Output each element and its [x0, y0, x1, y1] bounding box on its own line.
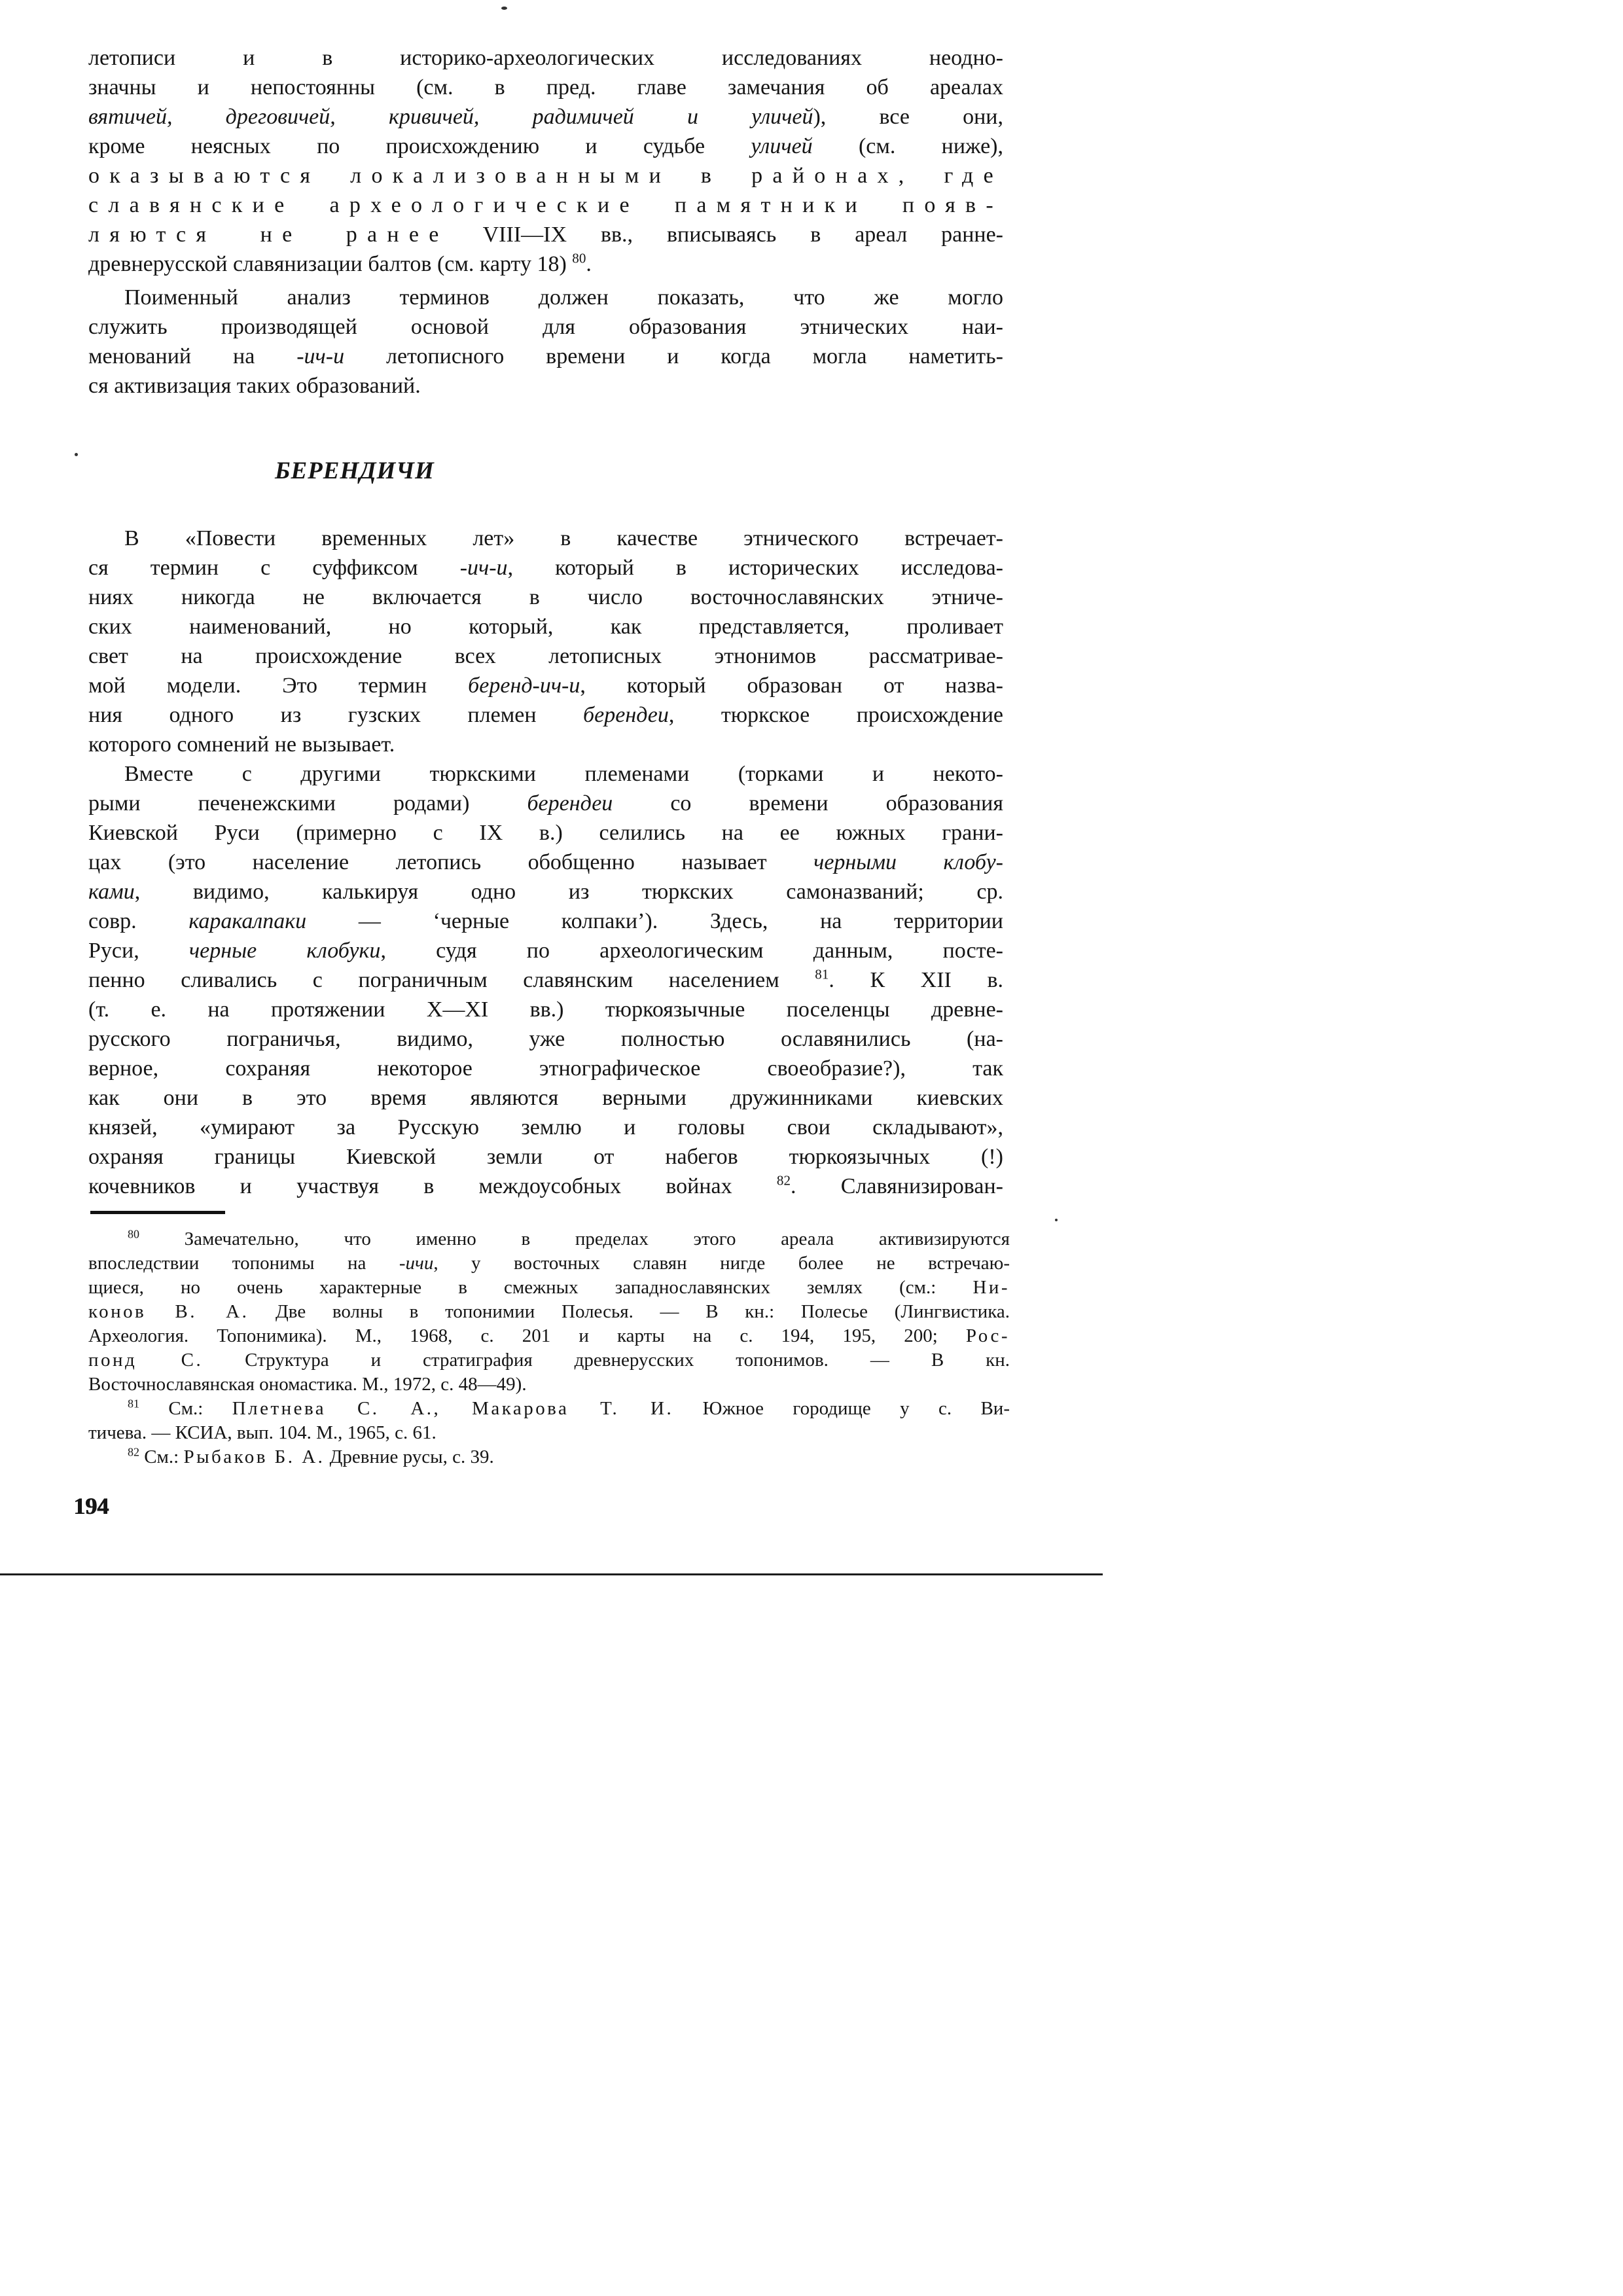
section-heading: БЕРЕНДИЧИ [275, 457, 435, 484]
text-line [88, 848, 1003, 877]
footnote-reference: 80 [128, 1227, 139, 1241]
text-segment: свет на происхождение всех летописных этнонимов рассматривае- [88, 644, 1003, 668]
text-line [88, 671, 1003, 700]
text-segment: совр. [88, 909, 189, 933]
footnote-reference: 82 [776, 1172, 791, 1189]
scan-speck [75, 453, 78, 456]
text-line [88, 249, 1003, 279]
text-segment: Киевской Руси (примерно с IX в.) селились на ее южных грани- [88, 821, 1003, 845]
text-segment: щиеся, но очень характерные в смежных западнославянских землях (см.: [88, 1277, 973, 1298]
text-segment: берендеи [583, 703, 669, 727]
text-segment: Структура и стратиграфия древнерусских топонимов. — В кн. [203, 1350, 1010, 1371]
paragraph [88, 1227, 1010, 1397]
text-segment: -ич-и [459, 556, 508, 580]
text-line [88, 583, 1003, 612]
text-segment: , у восточных славян нигде более не встречаю- [433, 1253, 1010, 1274]
text-segment: со времени образования [613, 791, 1003, 816]
text-segment: Вместе с другими тюркскими племенами (торками и некото- [124, 762, 1003, 786]
text-segment: охраняя границы Киевской земли от набегов тюркоязычных (!) [88, 1145, 1003, 1169]
text-segment: (т. е. на протяжении X—XI вв.) тюркоязычные поселенцы древне- [88, 997, 1003, 1022]
text-segment: кочевников и участвуя в междоусобных войнах [88, 1174, 777, 1198]
text-line [88, 132, 1003, 161]
text-line [88, 1083, 1003, 1113]
text-segment: В «Повести временных лет» в качестве этнического встречает- [124, 526, 1003, 550]
text-segment: , который образован от назва- [580, 673, 1004, 698]
text-segment: ками [88, 880, 135, 904]
text-segment: уличей [751, 134, 813, 158]
text-segment: , который в исторических исследова- [507, 556, 1003, 580]
text-segment: — ‘черные колпаки’). Здесь, на территории [306, 909, 1003, 933]
footnote-reference: 82 [128, 1445, 139, 1459]
text-segment: оказываются локализованными в районах, где [88, 164, 1003, 188]
text-line [88, 1445, 1010, 1469]
text-segment: , видимо, калькируя одно из тюркских самоназваний; ср. [134, 880, 1003, 904]
text-segment: вятичей, дреговичей, кривичей, радимичей и уличей [88, 105, 813, 129]
text-line [88, 612, 1003, 641]
scan-speck [1055, 1219, 1058, 1221]
text-line [88, 877, 1003, 906]
text-line [88, 818, 1003, 848]
text-line [88, 1024, 1003, 1054]
text-segment: тичева. — КСИА, вып. 104. М., 1965, с. 61. [88, 1422, 437, 1443]
paragraph [88, 1397, 1010, 1445]
text-line [88, 730, 1003, 759]
text-line [88, 965, 1003, 995]
text-segment: ляются не ранее [88, 223, 449, 247]
text-segment: . К XII в. [829, 968, 1003, 992]
text-segment: кроме неясных по происхождению и судьбе [88, 134, 751, 158]
text-segment: цах (это население летопись обобщенно называет [88, 850, 814, 874]
page-edge-line [0, 1573, 1103, 1575]
text-line [88, 759, 1003, 789]
text-line [88, 1348, 1010, 1372]
text-segment: рыми печенежскими родами) [88, 791, 527, 816]
text-line [88, 161, 1003, 190]
text-segment: ся термин с суффиксом [88, 556, 460, 580]
text-segment: русского пограничья, видимо, уже полностью ославянились (на- [88, 1027, 1003, 1051]
text-line [88, 342, 1003, 371]
footnote-reference: 81 [128, 1397, 139, 1410]
text-line [88, 641, 1003, 671]
footnote-reference: 81 [815, 966, 829, 982]
text-segment: князей, «умирают за Русскую землю и головы свои складывают», [88, 1115, 1003, 1139]
page-number: 194 [73, 1493, 109, 1519]
text-segment: славянские археологические памятники появ- [88, 193, 1003, 217]
text-segment: черные клобуки [188, 939, 381, 963]
text-segment: -ичи [399, 1253, 434, 1274]
text-segment: Две волны в топонимии Полесья. — В кн.: Полесье (Лингвистика. [249, 1301, 1010, 1322]
text-segment: Южное городище у с. Ви- [673, 1398, 1010, 1419]
body-text [88, 43, 1003, 1201]
text-segment: беренд-ич-и [468, 673, 580, 698]
text-line [88, 102, 1003, 132]
text-segment: Плетнева С. А., Макарова Т. И. [232, 1398, 674, 1419]
paragraph [88, 43, 1003, 279]
paragraph [88, 1445, 1010, 1469]
text-segment: черными клобу- [813, 850, 1003, 874]
text-line [88, 995, 1003, 1024]
text-line [88, 1300, 1010, 1324]
footnote-separator [90, 1211, 225, 1214]
text-segment: , судя по археологическим данным, посте- [380, 939, 1003, 963]
text-segment: Рос- [965, 1325, 1010, 1346]
text-segment: Поименный анализ терминов должен показать, что же могло [124, 285, 1003, 310]
text-line [88, 700, 1003, 730]
text-segment: служить производящей основой для образования этнических наи- [88, 315, 1003, 339]
text-line [88, 1324, 1010, 1348]
text-line [88, 1054, 1003, 1083]
paragraph [88, 524, 1003, 759]
text-line [88, 524, 1003, 553]
text-segment: значны и непостоянны (см. в пред. главе замечания об ареалах [88, 75, 1003, 99]
text-segment: каракалпаки [188, 909, 307, 933]
text-line [88, 1276, 1010, 1300]
text-line [88, 220, 1003, 249]
text-line [88, 73, 1003, 102]
text-segment: , тюркское происхождение [668, 703, 1003, 727]
text-segment: мой модели. Это термин [88, 673, 469, 698]
text-segment: пенно сливались с пограничным славянским населением [88, 968, 815, 992]
text-line [88, 1142, 1003, 1172]
text-segment: Рыбаков Б. А. [183, 1446, 325, 1467]
text-segment: конов В. А. [88, 1301, 249, 1322]
text-line [88, 190, 1003, 220]
text-segment: Руси, [88, 939, 189, 963]
text-line [88, 1251, 1010, 1276]
text-segment: См.: [139, 1446, 184, 1467]
text-line [88, 283, 1003, 312]
text-segment: древнерусской славянизации балтов (см. карту 18) [88, 252, 573, 276]
text-segment: летописного времени и когда могла наметить- [344, 344, 1003, 368]
text-segment: ниях никогда не включается в число восточнославянских этниче- [88, 585, 1003, 609]
text-line [88, 936, 1003, 965]
text-segment: Археология. Топонимика). М., 1968, с. 201 и карты на с. 194, 195, 200; [88, 1325, 966, 1346]
text-line [88, 553, 1003, 583]
text-segment: . Славянизирован- [791, 1174, 1003, 1198]
text-line [88, 1421, 1010, 1445]
text-segment: См.: [139, 1398, 232, 1419]
text-segment: Замечательно, что именно в пределах этого ареала активизируются [139, 1229, 1010, 1249]
footnotes [88, 1227, 1010, 1469]
text-segment: которого сомнений не вызывает. [88, 732, 395, 757]
text-line [88, 371, 1003, 401]
text-segment: как они в это время являются верными дружинниками киевских [88, 1086, 1003, 1110]
text-segment: летописи и в историко-археологических исследованиях неодно- [88, 46, 1003, 70]
text-line [88, 906, 1003, 936]
text-segment: ся активизация таких образований. [88, 374, 421, 398]
text-line [88, 1372, 1010, 1397]
text-segment: понд С. [88, 1350, 204, 1371]
text-line [88, 1113, 1003, 1142]
text-segment: -ич-и [296, 344, 345, 368]
text-segment: Древние русы, с. 39. [325, 1446, 494, 1467]
text-segment: берендеи [527, 791, 613, 816]
text-line [88, 312, 1003, 342]
text-line [88, 1172, 1003, 1201]
text-segment: впоследствии топонимы на [88, 1253, 399, 1274]
text-segment: ния одного из гузских племен [88, 703, 584, 727]
text-segment: Ни- [972, 1277, 1010, 1298]
text-segment: ), все они, [813, 105, 1003, 129]
paragraph [88, 759, 1003, 1201]
text-line [88, 1397, 1010, 1421]
footnote-reference: 80 [572, 250, 586, 266]
text-segment: Восточнославянская ономастика. М., 1972, с. 48—49). [88, 1374, 527, 1395]
scan-speck [501, 7, 507, 10]
text-segment: верное, сохраняя некоторое этнографическое своеобразие?), так [88, 1056, 1003, 1081]
text-line [88, 1227, 1010, 1251]
text-segment: VIII—IX вв., вписываясь в ареал ранне- [448, 223, 1003, 247]
text-segment: . [586, 252, 592, 276]
text-segment: менований на [88, 344, 297, 368]
paragraph [88, 283, 1003, 401]
text-segment: (см. ниже), [812, 134, 1004, 158]
text-line [88, 43, 1003, 73]
text-line [88, 789, 1003, 818]
text-segment: ских наименований, но который, как представляется, проливает [88, 615, 1003, 639]
